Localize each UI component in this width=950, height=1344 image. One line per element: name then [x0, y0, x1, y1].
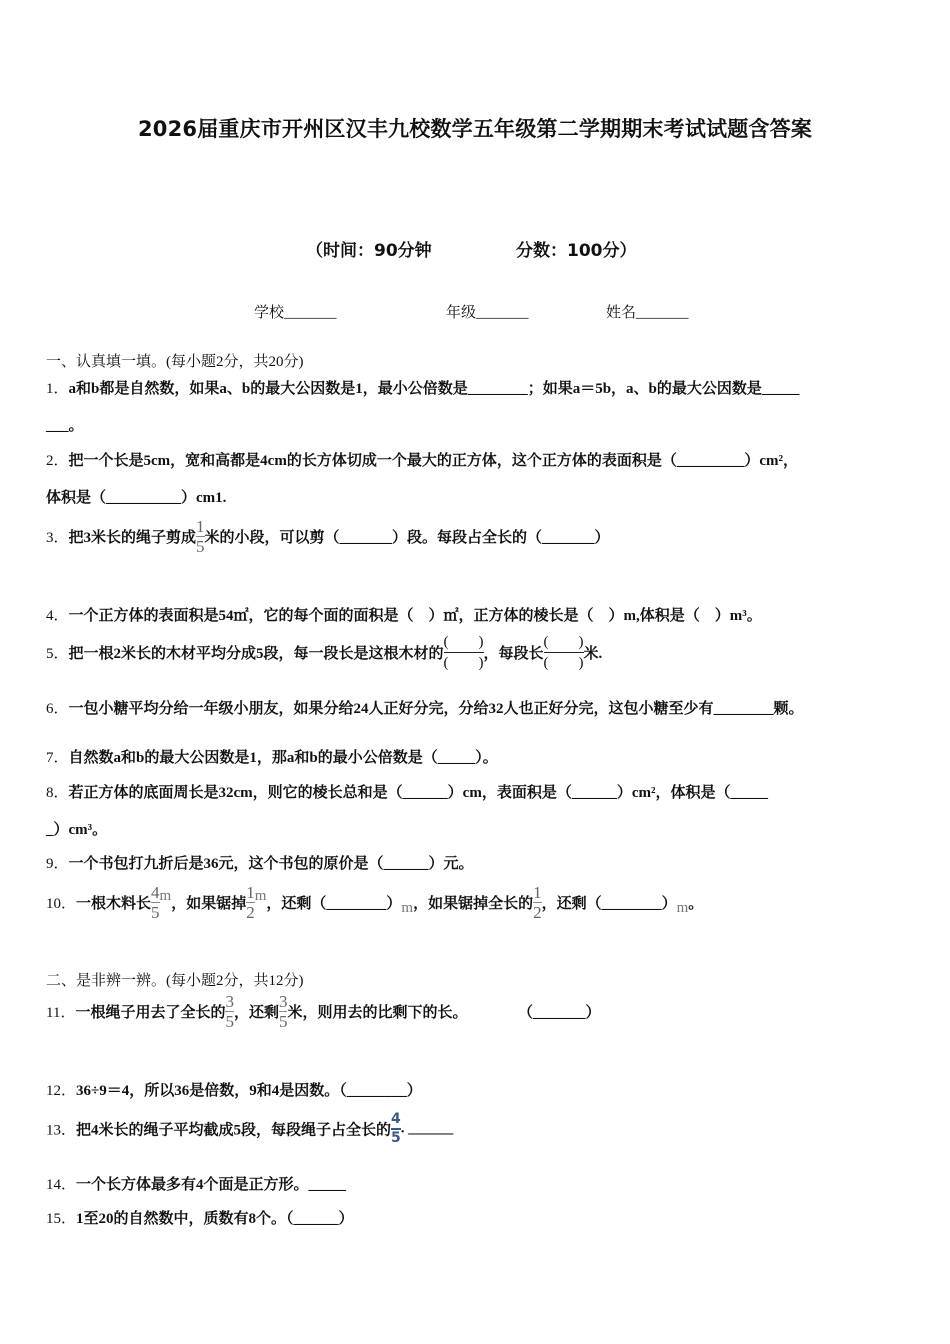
question-3	[46, 518, 610, 555]
question-number: 3．	[46, 530, 69, 546]
question-10	[46, 884, 703, 921]
question-number: 8．	[46, 785, 69, 801]
school-field: 学校_______	[254, 305, 337, 321]
question-text-a: 把4米长的绳子平均截成5段，每段绳子占全长的	[76, 1122, 392, 1139]
section-1-heading: 一、认真填一填。(每小题2分，共20分)	[46, 354, 304, 370]
question-5	[46, 633, 602, 672]
blank-fraction	[544, 633, 584, 672]
fraction-numerator: 1	[196, 517, 205, 536]
question-number: 9．	[46, 856, 69, 872]
question-text: 一个正方体的表面积是54㎡，它的每个面的面积是（ ）㎡，正方体的棱长是（ ）m,体积是（ ）m³。	[68, 608, 762, 624]
question-8	[46, 781, 768, 802]
question-number: 14．	[46, 1177, 77, 1193]
fraction-one-half	[533, 884, 542, 921]
question-11	[46, 993, 601, 1030]
fraction-three-fifths	[225, 993, 234, 1030]
question-text: a和b都是自然数，如果a、b的最大公因数是1，最小公倍数是________；如果a＝5b，a、b的最大公因数是_____	[68, 381, 800, 397]
fraction-four-fifths	[151, 884, 160, 921]
question-13	[46, 1112, 453, 1146]
fraction-numerator: 3	[225, 992, 234, 1011]
score-info: 分数：100分）	[516, 241, 637, 261]
blank-numerator: ( )	[443, 634, 484, 650]
question-text-c: 米.	[583, 646, 603, 662]
question-15	[46, 1207, 354, 1228]
fraction-denominator: 5	[391, 1130, 401, 1146]
name-field: 姓名_______	[606, 305, 689, 321]
question-8-continued: _）cm³。	[46, 822, 108, 838]
question-text: 若正方体的底面周长是32cm，则它的棱长总和是（______）cm，表面积是（______）cm²，体积是（_____	[68, 785, 768, 801]
question-text-b: 米的小段，可以剪（_______）段。每段占全长的（_______）	[204, 530, 610, 546]
question-4	[46, 604, 762, 625]
question-number: 1．	[46, 381, 69, 397]
fraction-denominator: 5	[151, 903, 160, 922]
question-6	[46, 697, 804, 718]
question-number: 6．	[46, 701, 69, 717]
question-number: 2．	[46, 453, 69, 469]
question-9	[46, 852, 474, 873]
question-text-b: . ______	[400, 1120, 454, 1137]
question-number: 10．	[46, 896, 77, 912]
question-1-continued: ___。	[46, 418, 84, 434]
question-2	[46, 449, 798, 470]
question-text: 1至20的自然数中，质数有8个。（______）	[76, 1211, 354, 1227]
fraction-numerator: 1	[246, 883, 255, 902]
question-text-b: ，还剩	[233, 1005, 279, 1021]
fraction-denominator: 2	[533, 903, 542, 922]
question-text: 一个书包打九折后是36元，这个书包的原价是（______）元。	[68, 856, 474, 872]
question-number: 15．	[46, 1211, 77, 1227]
question-text-a: 把一根2米长的木材平均分成5段，每一段长是这根木材的	[68, 646, 444, 662]
answer-blank: （_______）	[525, 1005, 601, 1021]
question-text: 自然数a和b的最大公因数是1，那a和b的最小公倍数是（_____）。	[68, 750, 498, 766]
question-number: 7．	[46, 750, 69, 766]
question-text: 一包小糖平均分给一年级小朋友，如果分给24人正好分完，分给32人也正好分完，这包小糖至少有________颗。	[68, 701, 804, 717]
question-text-c: 米，则用去的比剩下的长。	[287, 1005, 468, 1021]
question-7	[46, 746, 498, 767]
time-info: （时间：90分钟	[306, 241, 432, 261]
question-text: 36÷9＝4，所以36是倍数，9和4是因数。（________）	[76, 1083, 422, 1099]
blank-numerator: ( )	[543, 634, 584, 650]
fraction-denominator: 5	[196, 537, 205, 556]
unit-m: m	[676, 899, 689, 916]
fraction-numerator: 1	[533, 883, 542, 902]
fraction-denominator: 2	[246, 903, 255, 922]
question-text-b: ，如果锯掉	[171, 896, 247, 912]
question-text: 把一个长是5cm，宽和高都是4cm的长方体切成一个最大的正方体，这个正方体的表面积是（_________）cm²，	[68, 453, 798, 469]
question-text-a: 把3米长的绳子剪成	[68, 530, 197, 546]
fraction-three-fifths	[279, 993, 288, 1030]
question-text-a: 一根木料长	[76, 896, 152, 912]
fraction-denominator: 5	[278, 1012, 288, 1031]
section-2-heading: 二、是非辨一辨。(每小题2分，共12分)	[46, 973, 304, 989]
grade-field: 年级_______	[446, 305, 529, 321]
fraction-one-half	[246, 884, 255, 921]
unit-m: m	[401, 899, 414, 916]
fraction-numerator: 3	[278, 992, 288, 1011]
blank-denominator: ( )	[443, 655, 484, 671]
question-text: 一个长方体最多有4个面是正方形。_____	[76, 1177, 347, 1193]
fraction-four-fifths-image	[391, 1112, 401, 1146]
page-title: 2026届重庆市开州区汉丰九校数学五年级第二学期期末考试试题含答案	[137, 117, 813, 141]
question-14	[46, 1173, 346, 1194]
question-1	[46, 377, 799, 398]
question-number: 11．	[46, 1005, 76, 1021]
blank-denominator: ( )	[543, 655, 584, 671]
blank-fraction	[444, 633, 484, 672]
question-number: 13．	[46, 1122, 77, 1139]
question-text-b: ，每段长	[483, 646, 544, 662]
question-12	[46, 1079, 422, 1100]
unit-m: m	[254, 887, 267, 904]
fraction-numerator: 4	[391, 1111, 401, 1127]
question-text-e: ，还剩（________）	[541, 896, 677, 912]
question-text-d: ，如果锯掉全长的	[413, 896, 534, 912]
question-number: 5．	[46, 646, 69, 662]
fraction-denominator: 5	[225, 1012, 234, 1031]
question-2-continued: 体积是（__________）cm1.	[46, 490, 227, 506]
question-text-a: 一根绳子用去了全长的	[75, 1005, 226, 1021]
question-text-c: ，还剩（________）	[266, 896, 402, 912]
unit-m: m	[159, 887, 172, 904]
question-number: 12．	[46, 1083, 77, 1099]
fraction-numerator: 4	[151, 883, 160, 902]
question-number: 4．	[46, 608, 69, 624]
question-end: 。	[688, 896, 704, 912]
fraction-one-fifth	[196, 518, 205, 555]
